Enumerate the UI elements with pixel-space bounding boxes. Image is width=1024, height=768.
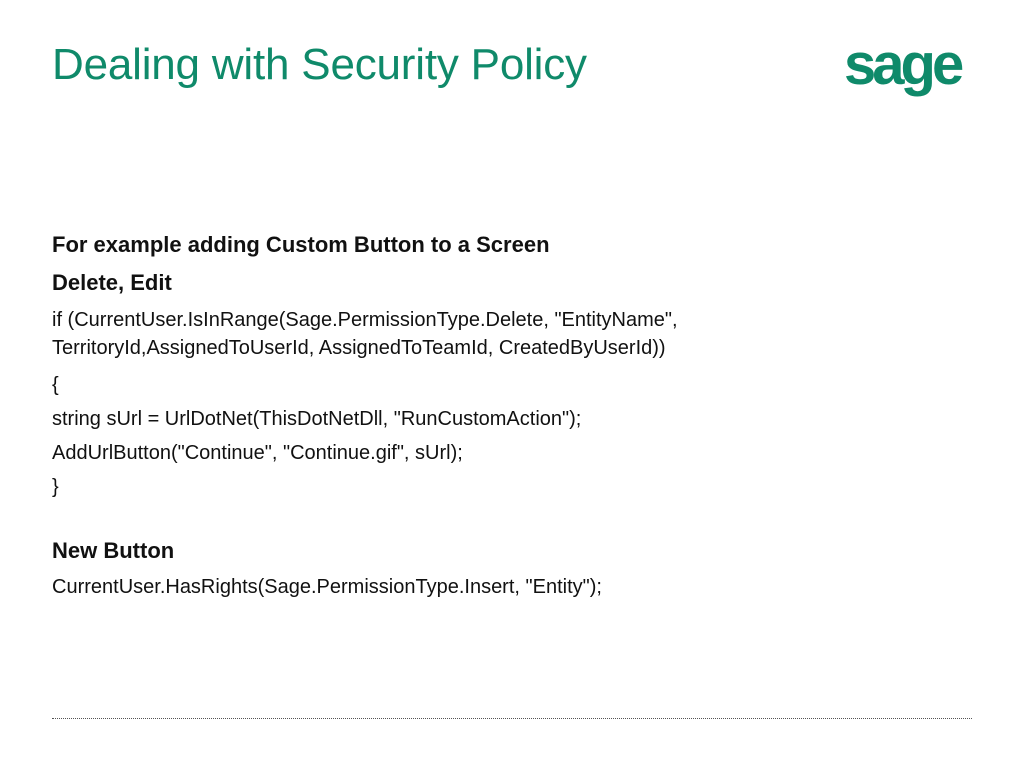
code-line-open-brace: { bbox=[52, 374, 59, 396]
heading-example: For example adding Custom Button to a Screen bbox=[52, 232, 550, 257]
heading-new-button: New Button bbox=[52, 538, 175, 563]
code-line-condition: if (CurrentUser.IsInRange(Sage.PermissionType.Delete, "EntityName", TerritoryId,AssignedToUserId, AssignedToTeamId, CreatedByUserId)) bbox=[52, 309, 678, 359]
code-line-hasrights: CurrentUser.HasRights(Sage.PermissionType.Insert, "Entity"); bbox=[52, 576, 602, 598]
heading-delete-edit: Delete, Edit bbox=[52, 270, 172, 295]
code-line-surl: string sUrl = UrlDotNet(ThisDotNetDll, "RunCustomAction"); bbox=[52, 408, 582, 430]
footer-divider bbox=[52, 718, 972, 719]
slide-content bbox=[52, 230, 952, 608]
sage-logo bbox=[842, 40, 974, 108]
code-line-addurlbutton: AddUrlButton("Continue", "Continue.gif", sUrl); bbox=[52, 442, 463, 464]
code-line-close-brace: } bbox=[52, 476, 59, 498]
slide-title: Dealing with Security Policy bbox=[52, 40, 587, 89]
sage-logo-text: sage bbox=[844, 40, 961, 97]
spacer bbox=[52, 508, 952, 536]
